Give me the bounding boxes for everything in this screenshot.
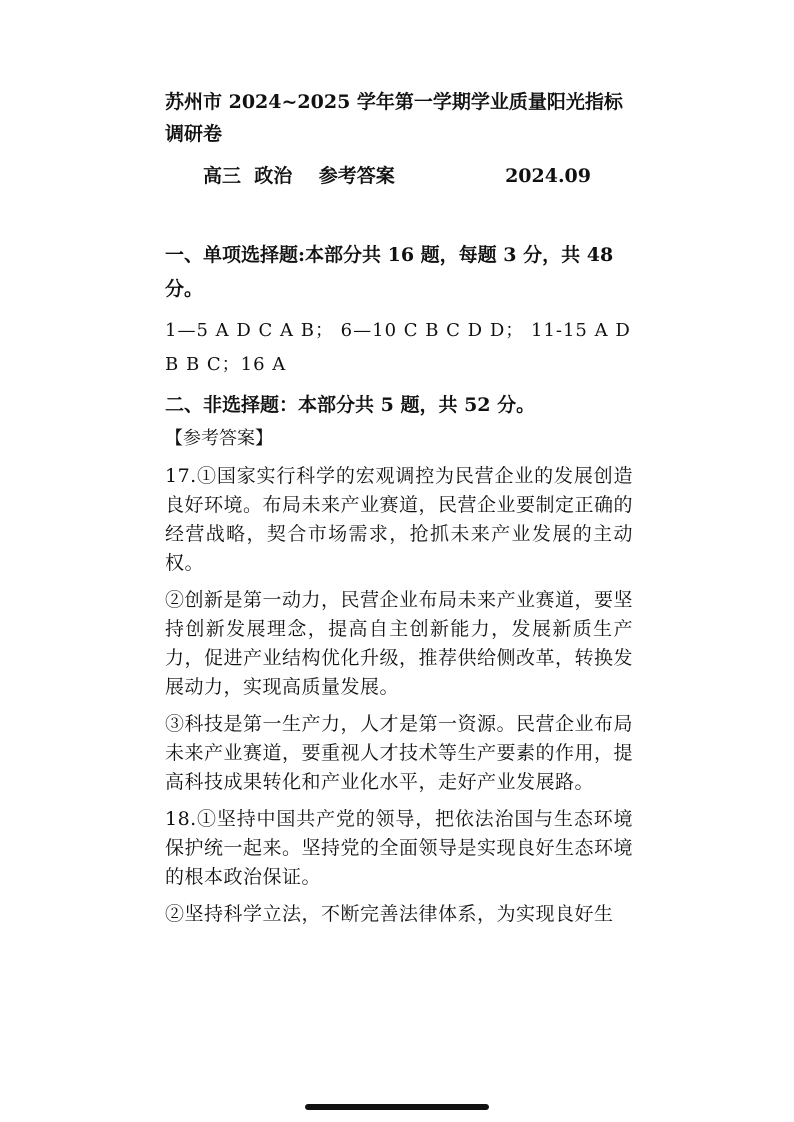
- section-2-heading: 二、非选择题：本部分共 5 题，共 52 分。: [165, 394, 536, 416]
- answer-paragraph: ②创新是第一动力，民营企业布局未来产业赛道，要坚持创新发展理念，提高自主创新能力，发展新质生产力，促进产业结构优化升级，推荐供给侧改革，转换发展动力，实现高质量发展。: [165, 589, 634, 698]
- answer-paragraph: 17.①国家实行科学的宏观调控为民营企业的发展创造良好环境。布局未来产业赛道，民营企业要制定正确的经营战略，契合市场需求，抢抓未来产业发展的主动权。: [165, 465, 634, 574]
- answer-paragraph: ②坚持科学立法，不断完善法律体系，为实现良好生: [165, 903, 614, 925]
- home-indicator[interactable]: [305, 1104, 489, 1110]
- document-page: [165, 86, 633, 929]
- choice-answers: 1—5 A D C A B； 6—10 C B C D D； 11-15 A D B B C；16 A: [165, 320, 631, 375]
- answer-paragraph: 18.①坚持中国共产党的领导，把依法治国与生态环境保护统一起来。坚持党的全面领导是实现良好生态环境的根本政治保证。: [165, 808, 634, 888]
- document-title: 苏州市 2024~2025 学年第一学期学业质量阳光指标调研卷: [165, 91, 623, 145]
- answer-paragraph: ③科技是第一生产力，人才是第一资源。民营企业布局未来产业赛道，要重视人才技术等生产要素的作用，提高科技成果转化和产业化水平，走好产业发展路。: [165, 713, 634, 793]
- section-1-heading: 一、单项选择题:本部分共 16 题，每题 3 分，共 48 分。: [165, 244, 614, 300]
- subtitle-label: 高三 政治 参考答案: [203, 165, 395, 187]
- document-subtitle: [165, 162, 633, 190]
- subtitle-date: 2024.09: [505, 165, 591, 187]
- answer-tag: 【参考答案】: [165, 428, 273, 449]
